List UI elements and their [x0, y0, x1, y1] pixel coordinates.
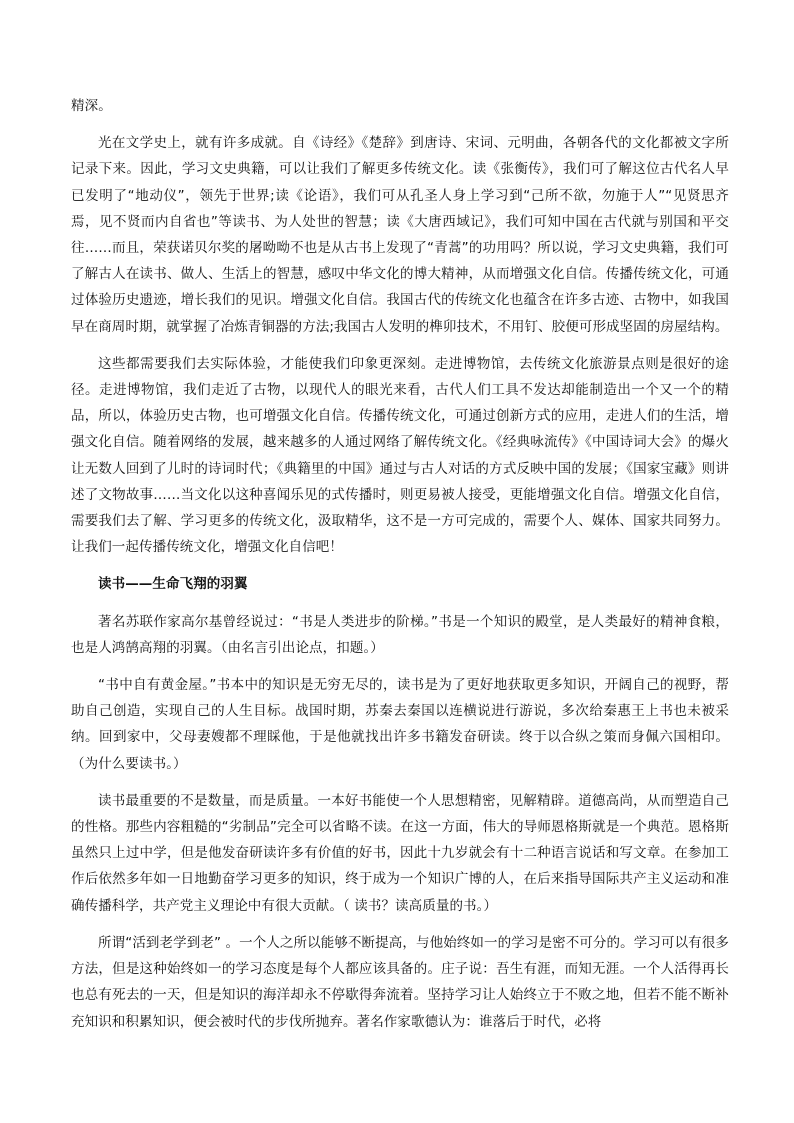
paragraph-golden-house: “书中自有黄金屋。”书本中的知识是无穷无尽的，读书是为了更好地获取更多知识，开阔自己的视野，帮助自己创造，实现自己的人生目标。战国时期，苏秦去秦国以连横说进行游说，多次给秦惠王上书也未被采纳。回到家中，父母妻嫂都不理睬他，于是他就找出许多书籍发奋研读。终于以合纵之策而身佩六国相印。（为什么要读书。）: [71, 677, 729, 772]
paragraph-literature-history: 光在文学史上，就有许多成就。自《诗经》《楚辞》到唐诗、宋词、元明曲，各朝各代的文化都被文字所记录下来。因此，学习文史典籍，可以让我们了解更多传统文化。读《张衡传》，我们可了解这位古代名人早已发明了“地动仪”，领先于世界;读《论语》，我们可从孔圣人身上学习到“己所不欲，勿施于人”“见贤思齐焉，见不贤而内自省也”等读书、为人处世的智慧；读《大唐西域记》，我们可知中国在古代就与别国和平交往……而且，荣获诺贝尔奖的屠呦呦不也是从古书上发现了“青蒿”的功用吗？所以说，学习文史典籍，我们可了解古人在读书、做人、生活上的智慧，感叹中华文化的博大精神，从而增强文化自信。传播传统文化，可通过体验历史遗迹，增长我们的见识。增强文化自信。我国古代的传统文化也蕴含在许多古迹、古物中，如我国早在商周时期，就掌握了冶炼青铜器的方法;我国古人发明的榫卯技术，不用钉、胶便可形成坚固的房屋结构。: [71, 135, 729, 335]
section-title: 读书——生命飞翔的羽翼: [98, 576, 248, 593]
paragraph-continued: 精深。: [71, 98, 112, 114]
paragraph-experience: 这些都需要我们去实际体验，才能使我们印象更深刻。走进博物馆，去传统文化旅游景点则是很好的途径。走进博物馆，我们走近了古物，以现代人的眼光来看，古代人们工具不发达却能制造出一个又一个的精品，所以，体验历史古物，也可增强文化自信。传播传统文化，可通过创新方式的应用，走进人们的生活，增强文化自信。随着网络的发展，越来越多的人通过网络了解传统文化。《经典咏流传》《中国诗词大会》的爆火让无数人回到了儿时的诗词时代；《典籍里的中国》通过与古人对话的方式反映中国的发展；《国家宝藏》则讲述了文物故事……当文化以这种喜闻乐见的式传播时，则更易被人接受，更能增强文化自信。增强文化自信，需要我们去了解、学习更多的传统文化，汲取精华，这不是一方可完成的，需要个人、媒体、国家共同努力。让我们一起传播传统文化，增强文化自信吧！: [71, 355, 729, 556]
paragraph-lifelong-learning: 所谓“活到老学到老” 。一个人之所以能够不断提高，与他始终如一的学习是密不可分的。学习可以有很多方法，但是这种始终如一的学习态度是每个人都应该具备的。庄子说：吾生有涯，而知无涯。一个人活得再长也总有死去的一天，但是知识的海洋却永不停歇得奔流着。坚持学习让人始终立于不败之地，但若不能不断补充知识和积累知识，便会被时代的步伐所抛弃。著名作家歌德认为：谁落后于时代，必将: [71, 934, 729, 1030]
paragraph-gorky-quote: 著名苏联作家高尔基曾经说过：“书是人类进步的阶梯。”书是一个知识的殿堂，是人类最好的精神食粮，也是人鸿鹄高翔的羽翼。（由名言引出论点，扣题。）: [71, 613, 729, 656]
essay-body: [71, 93, 729, 1046]
paragraph-quality: 读书最重要的不是数量，而是质量。一本好书能使一个人思想精密，见解精辟。道德高尚，从而塑造自己的性格。那些内容粗糙的“劣制品”完全可以省略不读。在这一方面，伟大的导师恩格斯就是一个典范。恩格斯虽然只上过中学，但是他发奋研读许多有价值的好书，因此十九岁就会有十二种语言说话和写文章。在参加工作后依然多年如一日地勤奋学习更多的知识，终于成为一个知识广博的人，在后来指导国际共产主义运动和准确传播科学，共产党主义理论中有很大贡献。（ 读书？读高质量的书。）: [71, 792, 729, 914]
